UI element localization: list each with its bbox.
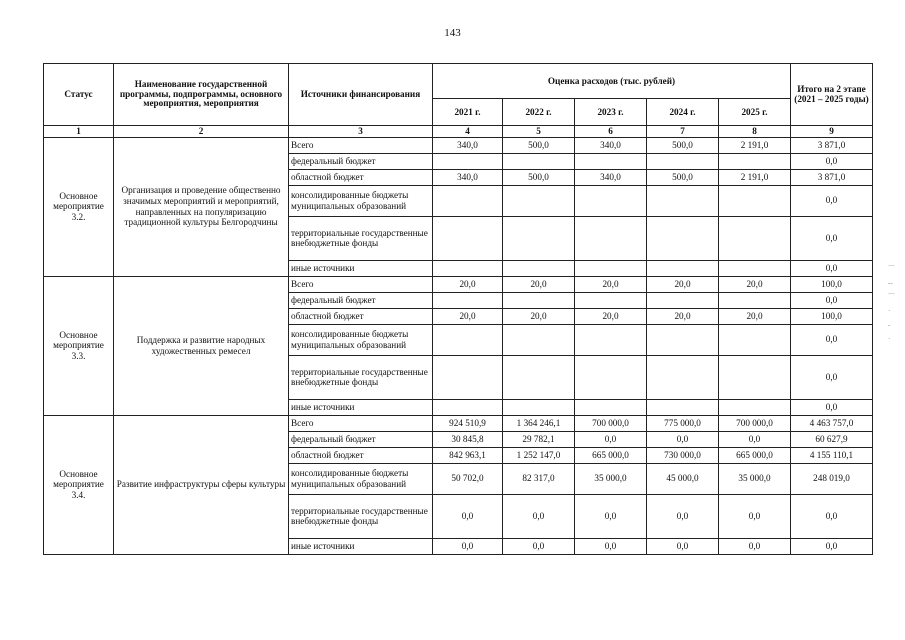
year-amount-cell: 924 510,9: [433, 415, 503, 431]
total-amount-cell: 60 627,9: [791, 431, 873, 447]
year-amount-cell: [719, 324, 791, 355]
year-amount-cell: [433, 399, 503, 415]
year-amount-cell: 700 000,0: [719, 415, 791, 431]
year-amount-cell: 500,0: [647, 137, 719, 153]
total-amount-cell: 3 871,0: [791, 137, 873, 153]
column-number: 9: [791, 126, 873, 138]
year-amount-cell: [647, 216, 719, 260]
funding-source-cell: иные источники: [289, 399, 433, 415]
funding-source-cell: федеральный бюджет: [289, 292, 433, 308]
year-amount-cell: 340,0: [433, 137, 503, 153]
funding-source-cell: областной бюджет: [289, 447, 433, 463]
total-amount-cell: 0,0: [791, 355, 873, 399]
year-amount-cell: 20,0: [647, 276, 719, 292]
year-amount-cell: [575, 260, 647, 276]
year-amount-cell: [575, 185, 647, 216]
funding-source-cell: территориальные государственные внебюджетные фонды: [289, 494, 433, 538]
activity-name-cell: Организация и проведение общественно значимых мероприятий и мероприятий, направленных на популяризацию традиционной культуры Белгородчины: [114, 137, 289, 276]
year-amount-cell: 20,0: [575, 308, 647, 324]
year-amount-cell: 30 845,8: [433, 431, 503, 447]
column-number: 5: [503, 126, 575, 138]
year-amount-cell: 45 000,0: [647, 463, 719, 494]
table-body: [44, 137, 873, 554]
year-amount-cell: [433, 324, 503, 355]
column-number: 4: [433, 126, 503, 138]
header-year: 2025 г.: [719, 99, 791, 126]
total-amount-cell: 0,0: [791, 494, 873, 538]
funding-source-cell: Всего: [289, 137, 433, 153]
table-row: [44, 415, 873, 431]
year-amount-cell: [503, 153, 575, 169]
year-amount-cell: [433, 216, 503, 260]
year-amount-cell: [647, 153, 719, 169]
page-number: 143: [444, 27, 461, 39]
year-amount-cell: 2 191,0: [719, 137, 791, 153]
funding-source-cell: Всего: [289, 415, 433, 431]
year-amount-cell: [575, 399, 647, 415]
year-amount-cell: 35 000,0: [575, 463, 647, 494]
total-amount-cell: 0,0: [791, 185, 873, 216]
year-amount-cell: [719, 260, 791, 276]
total-amount-cell: 100,0: [791, 276, 873, 292]
year-amount-cell: 20,0: [719, 276, 791, 292]
year-amount-cell: 0,0: [433, 538, 503, 554]
table-row: [44, 137, 873, 153]
header-year: 2023 г.: [575, 99, 647, 126]
year-amount-cell: [503, 216, 575, 260]
year-amount-cell: 0,0: [719, 538, 791, 554]
year-amount-cell: 665 000,0: [719, 447, 791, 463]
year-amount-cell: 0,0: [503, 538, 575, 554]
year-amount-cell: [647, 324, 719, 355]
year-amount-cell: 340,0: [575, 169, 647, 185]
header-sources: Источники финансирования: [289, 64, 433, 126]
activity-name-cell: Поддержка и развитие народных художественных ремесел: [114, 276, 289, 415]
funding-source-cell: консолидированные бюджеты муниципальных образований: [289, 324, 433, 355]
year-amount-cell: [503, 185, 575, 216]
year-amount-cell: [575, 153, 647, 169]
year-amount-cell: [503, 355, 575, 399]
total-amount-cell: 100,0: [791, 308, 873, 324]
year-amount-cell: [719, 185, 791, 216]
funding-source-cell: иные источники: [289, 538, 433, 554]
year-amount-cell: [719, 292, 791, 308]
total-amount-cell: 0,0: [791, 292, 873, 308]
year-amount-cell: 0,0: [719, 494, 791, 538]
funding-source-cell: Всего: [289, 276, 433, 292]
year-amount-cell: 20,0: [647, 308, 719, 324]
funding-source-cell: иные источники: [289, 260, 433, 276]
table-header: [44, 64, 873, 138]
budget-table: [43, 63, 873, 555]
year-amount-cell: [647, 355, 719, 399]
year-amount-cell: 20,0: [719, 308, 791, 324]
year-amount-cell: [719, 216, 791, 260]
year-amount-cell: [503, 260, 575, 276]
year-amount-cell: [433, 355, 503, 399]
year-amount-cell: 0,0: [647, 494, 719, 538]
year-amount-cell: [433, 260, 503, 276]
year-amount-cell: 665 000,0: [575, 447, 647, 463]
year-amount-cell: 82 317,0: [503, 463, 575, 494]
year-amount-cell: 700 000,0: [575, 415, 647, 431]
year-amount-cell: [575, 355, 647, 399]
total-amount-cell: 0,0: [791, 153, 873, 169]
total-amount-cell: 248 019,0: [791, 463, 873, 494]
column-numbers-row: [44, 126, 873, 138]
year-amount-cell: 500,0: [647, 169, 719, 185]
header-year: 2022 г.: [503, 99, 575, 126]
header-year: 2024 г.: [647, 99, 719, 126]
year-amount-cell: [719, 355, 791, 399]
year-amount-cell: [575, 292, 647, 308]
column-number: 3: [289, 126, 433, 138]
funding-source-cell: территориальные государственные внебюджетные фонды: [289, 355, 433, 399]
year-amount-cell: 20,0: [433, 276, 503, 292]
funding-source-cell: консолидированные бюджеты муниципальных образований: [289, 185, 433, 216]
year-amount-cell: 20,0: [433, 308, 503, 324]
total-amount-cell: 0,0: [791, 399, 873, 415]
total-amount-cell: 0,0: [791, 324, 873, 355]
column-number: 1: [44, 126, 114, 138]
funding-source-cell: территориальные государственные внебюджетные фонды: [289, 216, 433, 260]
year-amount-cell: 1 252 147,0: [503, 447, 575, 463]
year-amount-cell: 842 963,1: [433, 447, 503, 463]
year-amount-cell: 500,0: [503, 169, 575, 185]
year-amount-cell: [433, 153, 503, 169]
year-amount-cell: [647, 185, 719, 216]
funding-source-cell: областной бюджет: [289, 169, 433, 185]
year-amount-cell: 340,0: [575, 137, 647, 153]
year-amount-cell: 20,0: [575, 276, 647, 292]
year-amount-cell: 0,0: [575, 494, 647, 538]
total-amount-cell: 0,0: [791, 216, 873, 260]
header-status: Статус: [44, 64, 114, 126]
year-amount-cell: 0,0: [433, 494, 503, 538]
year-amount-cell: 0,0: [503, 494, 575, 538]
status-cell: Основное мероприятие 3.4.: [44, 415, 114, 554]
table-row: [44, 276, 873, 292]
column-number: 6: [575, 126, 647, 138]
year-amount-cell: 20,0: [503, 308, 575, 324]
year-amount-cell: [719, 399, 791, 415]
year-amount-cell: 35 000,0: [719, 463, 791, 494]
funding-source-cell: федеральный бюджет: [289, 431, 433, 447]
year-amount-cell: [719, 153, 791, 169]
year-amount-cell: [647, 260, 719, 276]
year-amount-cell: [503, 324, 575, 355]
year-amount-cell: 20,0: [503, 276, 575, 292]
year-amount-cell: 29 782,1: [503, 431, 575, 447]
scan-margin-marks: ⌒ ‐‐ ⌒ · ‐ ·: [888, 265, 895, 343]
year-amount-cell: [433, 292, 503, 308]
year-amount-cell: 1 364 246,1: [503, 415, 575, 431]
column-number: 2: [114, 126, 289, 138]
year-amount-cell: 500,0: [503, 137, 575, 153]
total-amount-cell: 4 463 757,0: [791, 415, 873, 431]
year-amount-cell: 2 191,0: [719, 169, 791, 185]
header-name: Наименование государственной программы, подпрограммы, основного мероприятия, мероприятия: [114, 64, 289, 126]
year-amount-cell: [575, 216, 647, 260]
total-amount-cell: 3 871,0: [791, 169, 873, 185]
funding-source-cell: консолидированные бюджеты муниципальных образований: [289, 463, 433, 494]
column-number: 8: [719, 126, 791, 138]
funding-source-cell: областной бюджет: [289, 308, 433, 324]
column-number: 7: [647, 126, 719, 138]
year-amount-cell: 340,0: [433, 169, 503, 185]
year-amount-cell: [575, 324, 647, 355]
activity-name-cell: Развитие инфраструктуры сферы культуры: [114, 415, 289, 554]
year-amount-cell: [647, 399, 719, 415]
year-amount-cell: 0,0: [575, 431, 647, 447]
year-amount-cell: [433, 185, 503, 216]
year-amount-cell: [647, 292, 719, 308]
year-amount-cell: [503, 399, 575, 415]
year-amount-cell: 0,0: [647, 431, 719, 447]
year-amount-cell: 0,0: [575, 538, 647, 554]
header-costs: Оценка расходов (тыс. рублей): [433, 64, 791, 99]
year-amount-cell: [503, 292, 575, 308]
header-year: 2021 г.: [433, 99, 503, 126]
total-amount-cell: 4 155 110,1: [791, 447, 873, 463]
year-amount-cell: 50 702,0: [433, 463, 503, 494]
year-amount-cell: 0,0: [647, 538, 719, 554]
year-amount-cell: 775 000,0: [647, 415, 719, 431]
status-cell: Основное мероприятие 3.3.: [44, 276, 114, 415]
funding-source-cell: федеральный бюджет: [289, 153, 433, 169]
year-amount-cell: 730 000,0: [647, 447, 719, 463]
total-amount-cell: 0,0: [791, 260, 873, 276]
header-total: Итого на 2 этапе (2021 – 2025 годы): [791, 64, 873, 126]
status-cell: Основное мероприятие 3.2.: [44, 137, 114, 276]
total-amount-cell: 0,0: [791, 538, 873, 554]
year-amount-cell: 0,0: [719, 431, 791, 447]
